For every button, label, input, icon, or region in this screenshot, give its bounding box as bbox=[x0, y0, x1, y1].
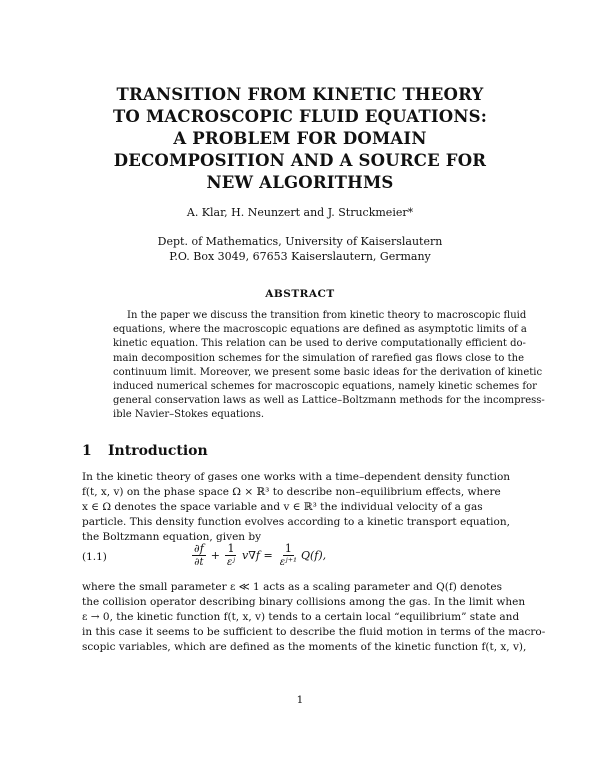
frac-denominator: ∂t bbox=[194, 556, 204, 568]
abstract-line: In the paper we discuss the transition from kinetic theory to macroscopic fluid bbox=[127, 310, 527, 321]
frac-denominator: εʲ bbox=[226, 556, 235, 568]
equation-middle: v∇f = bbox=[242, 548, 273, 562]
affiliation bbox=[100, 234, 500, 264]
title-line: NEW ALGORITHMS bbox=[206, 173, 394, 192]
body-line: x ∈ Ω denotes the space variable and v ∈ ℝ³ the individual velocity of a gas bbox=[82, 501, 483, 513]
frac-numerator: ∂f bbox=[194, 541, 204, 555]
title-line: TRANSITION FROM KINETIC THEORY bbox=[116, 85, 484, 104]
title-line: TO MACROSCOPIC FLUID EQUATIONS: bbox=[112, 107, 488, 126]
body-line: scopic variables, which are defined as the moments of the kinetic function f(t, x, v), bbox=[82, 641, 527, 653]
affiliation-line: Dept. of Mathematics, University of Kaiserslautern bbox=[157, 235, 443, 248]
title-line: DECOMPOSITION AND A SOURCE FOR bbox=[113, 151, 487, 170]
frac-numerator: 1 bbox=[227, 541, 235, 555]
abstract-line: equations, where the macroscopic equations are defined as asymptotic limits of a bbox=[113, 324, 527, 336]
frac-numerator: 1 bbox=[284, 541, 292, 555]
body-line: ε → 0, the kinetic function f(t, x, v) tends to a certain local “equilibrium” state and bbox=[82, 611, 520, 623]
boltzmann-equation bbox=[190, 538, 326, 572]
frac-df-dt bbox=[192, 542, 206, 569]
body-line: the collision operator describing binary collisions among the gas. In the limit when bbox=[82, 596, 526, 608]
frac-denominator: εʲ⁺¹ bbox=[279, 556, 297, 568]
frac-one-over-eps-j1 bbox=[278, 542, 299, 569]
affiliation-line: P.O. Box 3049, 67653 Kaiserslautern, Germany bbox=[169, 250, 431, 263]
body-line: the Boltzmann equation, given by bbox=[82, 531, 262, 543]
abstract-line: ible Navier–Stokes equations. bbox=[113, 409, 265, 421]
abstract-line: kinetic equation. This relation can be used to derive computationally efficient do- bbox=[113, 338, 526, 350]
abstract-heading: ABSTRACT bbox=[265, 288, 335, 300]
abstract-line: induced numerical schemes for macroscopic equations, namely kinetic schemes for bbox=[113, 381, 537, 393]
section-number: 1 bbox=[82, 443, 92, 459]
plus-sign: + bbox=[210, 548, 220, 562]
equation-label: (1.1) bbox=[82, 551, 107, 563]
body-line: f(t, x, v) on the phase space Ω × ℝ³ to describe non–equilibrium effects, where bbox=[82, 486, 501, 498]
title-line: A PROBLEM FOR DOMAIN bbox=[173, 129, 427, 148]
paragraph-2 bbox=[82, 580, 546, 655]
paper-title bbox=[70, 84, 530, 194]
body-line: where the small parameter ε ≪ 1 acts as a scaling parameter and Q(f) denotes bbox=[82, 581, 502, 593]
abstract-line: continuum limit. Moreover, we present some basic ideas for the derivation of kinetic bbox=[113, 366, 543, 378]
frac-one-over-eps-j bbox=[225, 542, 237, 569]
abstract-line: main decomposition schemes for the simulation of rarefied gas flows close to the bbox=[113, 352, 524, 364]
equation-rhs: Q(f), bbox=[300, 548, 327, 562]
body-line: In the kinetic theory of gases one works with a time–dependent density function bbox=[82, 471, 511, 483]
body-line: in this case it seems to be sufficient to describe the fluid motion in terms of the macro- bbox=[82, 626, 546, 638]
section-heading bbox=[82, 443, 208, 459]
paragraph-1 bbox=[82, 470, 520, 545]
abstract-text bbox=[113, 309, 545, 423]
body-line: particle. This density function evolves according to a kinetic transport equation, bbox=[82, 516, 510, 528]
abstract-line: general conservation laws as well as Lattice–Boltzmann methods for the incompress- bbox=[113, 395, 545, 407]
authors: A. Klar, H. Neunzert and J. Struckmeier* bbox=[186, 206, 414, 219]
section-title: Introduction bbox=[108, 443, 208, 459]
page-number: 1 bbox=[296, 694, 304, 706]
